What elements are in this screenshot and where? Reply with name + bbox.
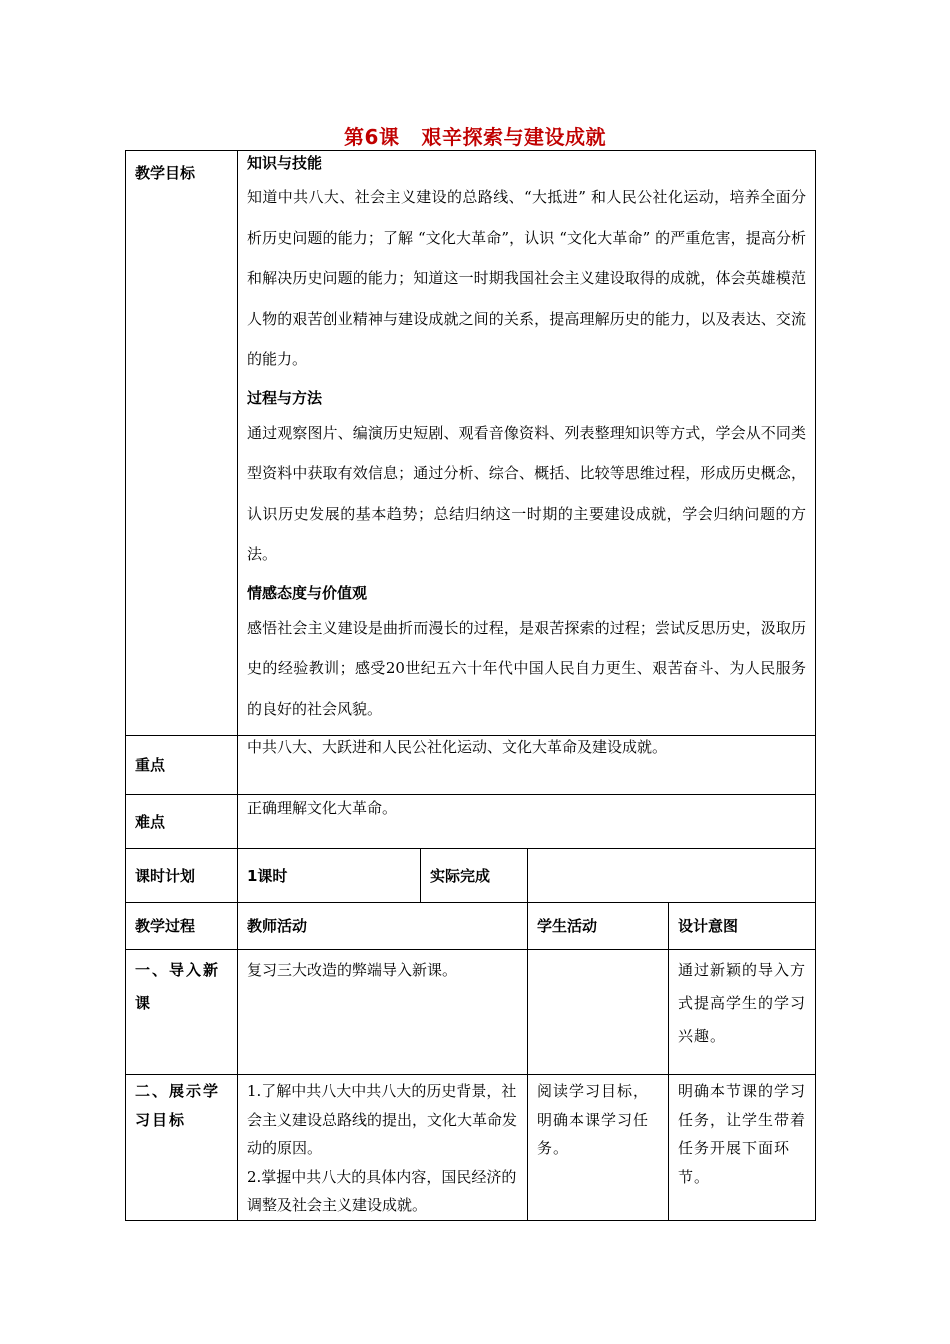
difficulties-text: 正确理解文化大革命。 bbox=[238, 795, 816, 849]
difficulties-row bbox=[126, 795, 816, 849]
objective-text-knowledge: 知道中共八大、社会主义建设的总路线、“大抵进” 和人民公社化运动，培养全面分析历史问题的能力；了解 “文化大革命”，认识 “文化大革命” 的严重危害，提高分析和解决历史问题的能力；知道这一时期我国社会主义建设取得的成就，体会英雄模范人物的艰苦创业精神与建设成就之间的关系，提高理解历史的能力，以及表达、交流的能力。 bbox=[247, 188, 807, 368]
objective-text-values: 感悟社会主义建设是曲折而漫长的过程，是艰苦探索的过程；尝试反思历史，汲取历史的经验教训；感受20世纪五六十年代中国人民自力更生、艰苦奋斗、为人民服务的良好的社会风貌。 bbox=[247, 618, 807, 718]
objective-heading-process: 过程与方法 bbox=[247, 388, 323, 407]
process-student bbox=[528, 950, 669, 1075]
key-points-text: 中共八大、大跃进和人民公社化运动、文化大革命及建设成就。 bbox=[238, 736, 816, 795]
lesson-plan-table bbox=[125, 150, 816, 1221]
actual-value bbox=[528, 849, 816, 903]
key-points-row bbox=[126, 736, 816, 795]
process-row bbox=[126, 950, 816, 1075]
process-teacher: 复习三大改造的弊端导入新课。 bbox=[238, 950, 528, 1075]
objectives-row bbox=[126, 151, 816, 736]
objective-text-process: 通过观察图片、编演历史短剧、观看音像资料、列表整理知识等方式，学会从不同类型资料中获取有效信息；通过分析、综合、概括、比较等思维过程，形成历史概念，认识历史发展的基本趋势；总结归纳这一时期的主要建设成就，学会归纳问题的方法。 bbox=[247, 423, 807, 563]
process-header-row bbox=[126, 903, 816, 950]
objectives-label: 教学目标 bbox=[126, 151, 238, 736]
header-student: 学生活动 bbox=[528, 903, 669, 950]
actual-label: 实际完成 bbox=[421, 849, 528, 903]
process-intent: 通过新颖的导入方式提高学生的学习兴趣。 bbox=[669, 950, 816, 1075]
header-teacher: 教师活动 bbox=[238, 903, 528, 950]
process-stage: 一、导入新课 bbox=[126, 950, 238, 1075]
teacher-item: 1.了解中共八大中共八大的历史背景，社会主义建设总路线的提出，文化大革命发动的原因。 bbox=[247, 1082, 518, 1157]
process-intent: 明确本节课的学习任务，让学生带着任务开展下面环节。 bbox=[669, 1075, 816, 1221]
process-student: 阅读学习目标，明确本课学习任务。 bbox=[528, 1075, 669, 1221]
teacher-item: 2.掌握中共八大的具体内容，国民经济的调整及社会主义建设成就。 bbox=[247, 1167, 517, 1214]
header-intent: 设计意图 bbox=[669, 903, 816, 950]
process-stage: 二、展示学习目标 bbox=[126, 1075, 238, 1221]
header-process: 教学过程 bbox=[126, 903, 238, 950]
process-teacher bbox=[238, 1075, 528, 1221]
objective-heading-values: 情感态度与价值观 bbox=[247, 583, 368, 602]
lesson-name: 艰辛探索与建设成就 bbox=[421, 125, 606, 149]
difficulties-label: 难点 bbox=[126, 795, 238, 849]
lesson-number: 第6课 bbox=[344, 125, 400, 149]
process-row bbox=[126, 1075, 816, 1221]
schedule-row bbox=[126, 849, 816, 903]
schedule-label: 课时计划 bbox=[126, 849, 238, 903]
objective-heading-knowledge: 知识与技能 bbox=[247, 154, 323, 172]
schedule-value: 1课时 bbox=[238, 849, 421, 903]
lesson-title bbox=[0, 124, 950, 150]
key-points-label: 重点 bbox=[126, 736, 238, 795]
objectives-cell bbox=[238, 151, 816, 736]
